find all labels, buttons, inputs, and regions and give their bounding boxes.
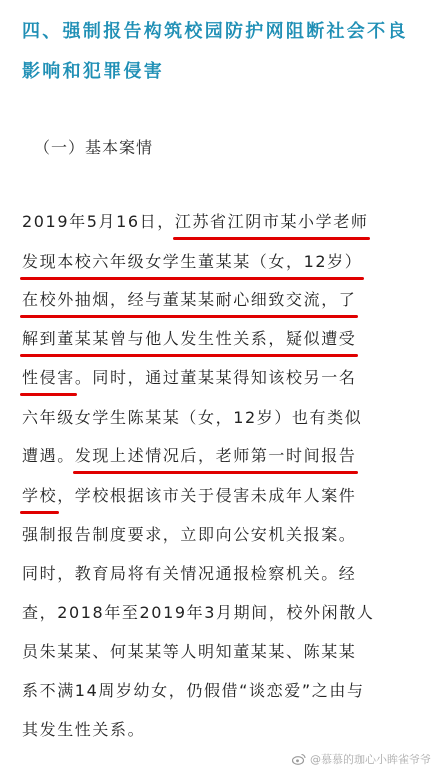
highlighted-text: 学校 — [22, 486, 58, 505]
body-line-9 — [22, 525, 356, 545]
body-text: 强制报告制度要求，立即向公安机关报案。 — [22, 525, 357, 544]
body-line-14 — [22, 720, 145, 740]
body-line-12 — [22, 642, 356, 662]
body-text: 员朱某某、何某某等人明知董某某、陈某某 — [22, 642, 357, 661]
highlighted-text: 江苏省江阴市某小学老师 — [174, 212, 369, 231]
body-text: 系不满14周岁幼女，仍假借“谈恋爱”之由与 — [22, 681, 365, 700]
watermark-text: @慕慕的珈心小眸雀爷爷 — [310, 753, 431, 766]
body-line-1 — [22, 212, 368, 232]
body-line-3 — [22, 290, 356, 310]
body-text: ，学校根据该市关于侵害未成年人案件 — [57, 486, 357, 505]
section-heading-line-1: 四、强制报告构筑校园防护网阻断社会不良 — [22, 21, 408, 42]
highlighted-text: 解到董某某曾与他人发生性关系，疑似遭受 — [22, 329, 357, 348]
body-line-7 — [22, 446, 356, 466]
subsection-heading: （一）基本案情 — [34, 138, 154, 157]
body-line-4 — [22, 329, 356, 349]
body-line-5 — [22, 368, 356, 388]
body-line-8 — [22, 486, 356, 506]
body-line-10 — [22, 564, 356, 584]
body-text: 同时，教育局将有关情况通报检察机关。经 — [22, 564, 357, 583]
body-text: 遭遇。 — [22, 446, 75, 465]
watermark — [292, 753, 431, 767]
body-line-6 — [22, 408, 362, 428]
highlighted-text: 发现上述情况后，老师第一时间报告 — [74, 446, 357, 465]
body-line-2 — [22, 252, 362, 272]
weibo-icon — [292, 753, 306, 765]
body-text: 六年级女学生陈某某（女，12岁）也有类似 — [22, 408, 363, 427]
body-text: 查，2018年至2019年3月期间，校外闲散人 — [22, 603, 375, 622]
section-heading-line-2: 影响和犯罪侵害 — [22, 61, 165, 82]
body-line-13 — [22, 681, 365, 701]
body-text: 2019年5月16日， — [22, 212, 175, 231]
body-line-11 — [22, 603, 374, 623]
highlighted-text: 在校外抽烟，经与董某某耐心细致交流，了 — [22, 290, 357, 309]
body-text: 其发生性关系。 — [22, 720, 146, 739]
highlighted-text: 发现本校六年级女学生董某某（女，12岁） — [22, 252, 363, 271]
body-text: 。同时，通过董某某得知该校另一名 — [74, 368, 357, 387]
highlighted-text: 性侵害 — [22, 368, 75, 387]
